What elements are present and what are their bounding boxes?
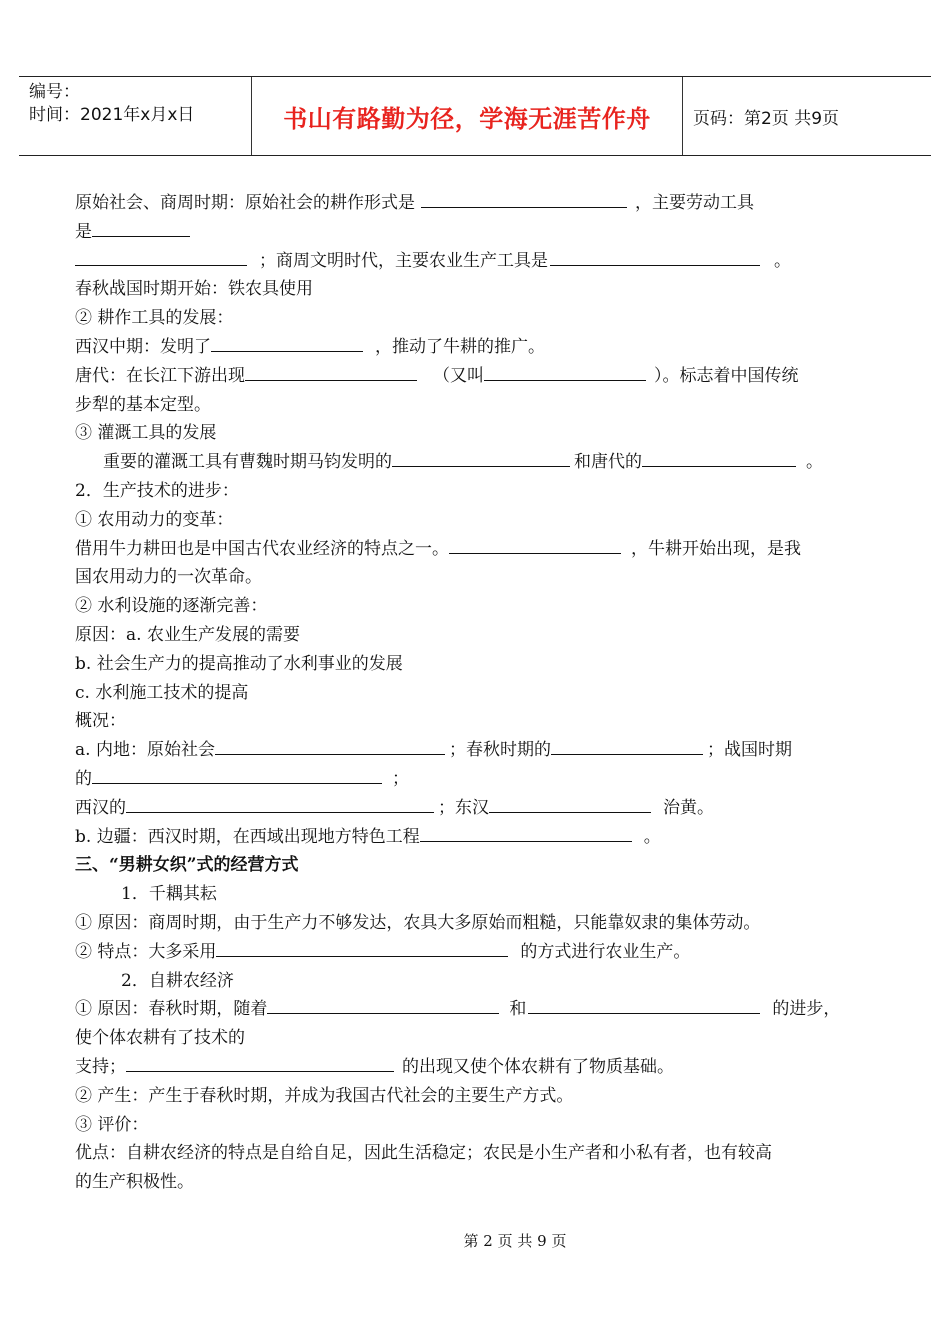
text-line [75, 189, 875, 218]
text-line [75, 707, 875, 736]
fill-blank [551, 736, 703, 755]
fill-blank [489, 794, 651, 813]
line-text: ① 原因：商周时期，由于生产力不够发达，农具大多原始而粗糙，只能靠奴隶的集体劳动。 [75, 912, 761, 933]
line-text: 。 [643, 826, 661, 847]
text-line [75, 592, 875, 621]
fill-blank [92, 218, 190, 237]
line-text: ；战国时期 [706, 740, 792, 761]
line-text: 概况： [75, 711, 126, 732]
line-text: ③ 评价： [75, 1114, 149, 1135]
line-text: ； [392, 768, 409, 789]
text-line [75, 765, 875, 794]
fill-blank [392, 448, 570, 467]
fill-blank [642, 448, 796, 467]
text-line [75, 275, 875, 304]
text-line [75, 650, 875, 679]
text-line [75, 794, 875, 823]
line-text: ② 耕作工具的发展： [75, 308, 234, 329]
text-line [75, 362, 875, 391]
line-text: 使个体农耕有了技术的 [75, 1028, 245, 1049]
line-text: 春秋战国时期开始：铁农具使用 [75, 279, 313, 300]
line-text: 借用牛力耕田也是中国古代农业经济的特点之一。 [75, 538, 449, 559]
line-text: 西汉中期：发明了 [75, 336, 211, 357]
line-text: ① 农用动力的变革： [75, 509, 234, 530]
text-line [75, 535, 875, 564]
line-text: ① 原因：春秋时期，随着 [75, 999, 268, 1020]
line-text: ② 水利设施的逐渐完善： [75, 596, 268, 617]
fill-blank [420, 823, 632, 842]
line-text: ③ 灌溉工具的发展 [75, 423, 217, 444]
line-text: 和 [509, 999, 527, 1020]
text-line [75, 1111, 875, 1140]
line-text: （又叫 [433, 365, 484, 386]
page-footer [0, 1230, 950, 1251]
line-text: b. 社会生产力的提高推动了水利事业的发展 [75, 653, 403, 674]
line-text: 西汉的 [75, 797, 126, 818]
document-body [75, 189, 875, 1197]
line-text: 的生产积极性。 [75, 1172, 194, 1193]
line-text: 步犁的基本定型。 [75, 394, 211, 415]
line-text: 支持； [75, 1056, 126, 1077]
text-line [75, 563, 875, 592]
line-text: 唐代：在长江下游出现 [75, 365, 245, 386]
line-text: 1．千耦其耘 [121, 884, 217, 905]
line-text: 三、“男耕女织”式的经营方式 [75, 855, 299, 876]
fill-blank [449, 535, 621, 554]
text-line [75, 909, 875, 938]
text-line [75, 736, 875, 765]
header-page-label: 页码：第2页 共9页 [693, 108, 840, 129]
line-text: 。 [806, 452, 823, 473]
line-text: 重要的灌溉工具有曹魏时期马钧发明的 [103, 452, 392, 473]
header-info-cell [19, 77, 252, 155]
footer-page-number: 第 2 页 共 9 页 [463, 1232, 567, 1250]
text-line [75, 448, 875, 477]
line-text: ；东汉 [438, 797, 489, 818]
line-text: ，牛耕开始出现，是我 [631, 538, 801, 559]
header-page-cell [683, 77, 931, 155]
header-motto-cell [252, 77, 683, 155]
fill-blank [267, 995, 499, 1014]
text-line [75, 938, 875, 967]
fill-blank [92, 765, 382, 784]
text-line [75, 995, 875, 1024]
fill-blank [421, 189, 627, 208]
text-line [75, 391, 875, 420]
text-line [75, 247, 875, 276]
fill-blank [245, 362, 417, 381]
fill-blank [126, 1053, 394, 1072]
line-text: 2．自耕农经济 [121, 970, 234, 991]
text-line [75, 823, 875, 852]
line-text: 治黄。 [663, 797, 714, 818]
line-text: a. 内地：原始社会 [75, 740, 215, 761]
fill-blank [216, 938, 508, 957]
fill-blank [75, 247, 247, 266]
fill-blank [215, 736, 445, 755]
line-text: c. 水利施工技术的提高 [75, 682, 249, 703]
text-line [75, 967, 875, 996]
line-text: 的出现又使个体农耕有了物质基础。 [402, 1056, 674, 1077]
line-text: ② 产生：产生于春秋时期，并成为我国古代社会的主要生产方式。 [75, 1085, 574, 1106]
document-number-label: 编号： [29, 82, 80, 102]
text-line [75, 679, 875, 708]
line-text: 原始社会、商周时期：原始社会的耕作形式是 [75, 193, 415, 213]
line-text: ；春秋时期的 [448, 740, 551, 761]
line-text: 的 [75, 768, 92, 789]
line-text: 的方式进行农业生产。 [520, 941, 691, 962]
line-text: 优点：自耕农经济的特点是自给自足，因此生活稳定；农民是小生产者和小私有者，也有较高 [75, 1143, 772, 1164]
line-text: ② 特点：大多采用 [75, 941, 217, 962]
header-motto: 书山有路勤为径，学海无涯苦作舟 [283, 104, 651, 133]
document-date-label: 时间：2021年x月x日 [29, 105, 195, 125]
fill-blank [211, 333, 363, 352]
line-text: 和唐代的 [574, 452, 642, 473]
text-line [75, 218, 875, 247]
text-line [75, 621, 875, 650]
line-text: b. 边疆：西汉时期，在西域出现地方特色工程 [75, 826, 420, 847]
line-text: 原因：a. 农业生产发展的需要 [75, 624, 300, 645]
text-line [75, 1139, 875, 1168]
line-text: 的进步， [772, 999, 841, 1020]
fill-blank [528, 995, 760, 1014]
text-line [75, 477, 875, 506]
line-text: 是 [75, 221, 92, 242]
fill-blank [484, 362, 646, 381]
text-line [75, 1168, 875, 1197]
text-line [75, 419, 875, 448]
text-line [75, 506, 875, 535]
fill-blank [550, 247, 760, 266]
text-line [75, 333, 875, 362]
section-heading [75, 851, 875, 880]
fill-blank [126, 794, 434, 813]
text-line [75, 1024, 875, 1053]
line-text: ）。标志着中国传统 [654, 365, 799, 386]
line-text: ；商周文明时代，主要农业生产工具是 [259, 250, 548, 271]
line-text: ，主要劳动工具 [635, 193, 754, 213]
line-text: 2．生产技术的进步： [75, 480, 239, 501]
line-text: 国农用动力的一次革命。 [75, 567, 262, 588]
line-text: ，推动了牛耕的推广。 [375, 336, 545, 357]
text-line [75, 880, 875, 909]
text-line [75, 1053, 875, 1082]
text-line [75, 1082, 875, 1111]
page-header [19, 76, 931, 156]
text-line [75, 304, 875, 333]
line-text: 。 [774, 250, 791, 271]
